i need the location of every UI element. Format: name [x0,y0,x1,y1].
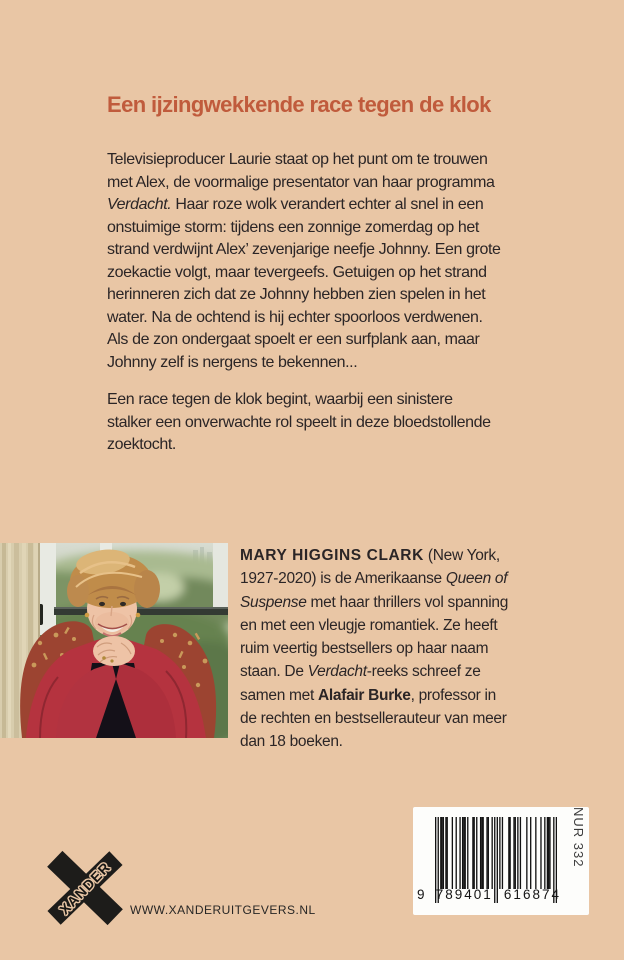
text-segment: met haar thrillers vol spanning [306,593,509,611]
isbn-group-1: 789401 [435,887,493,902]
text-line [107,389,557,412]
text-segment: Televisieproducer Laurie staat op het punt om te trouwen [107,151,488,168]
text-line [240,684,550,707]
text-line [240,591,550,614]
text-segment: water. Na de ochtend is hij echter spoorloos verdwenen. [107,308,483,326]
text-segment: , professor in [410,686,496,704]
text-line [240,637,550,660]
text-segment: onstuimige storm: tijdens een zonnige zomerdag op het [107,218,479,236]
text-segment: (New York, [423,547,500,564]
text-segment: Suspense [240,593,307,611]
logo-wordmark: XANDER [56,858,114,918]
blurb-paragraph-1 [107,149,557,374]
author-photo [0,543,228,738]
book-blurb [107,149,557,472]
text-segment: strand verdwijnt Alex’ zevenjarige neefje Johnny. Een grote [107,241,501,258]
isbn-first-digit: 9 [417,887,425,902]
text-line [107,149,557,172]
text-line [107,352,557,375]
publisher-website-link[interactable]: WWW.XANDERUITGEVERS.NL [130,903,316,917]
text-segment: Verdacht. [107,196,172,213]
text-line [107,307,557,330]
text-segment: samen met [240,686,318,704]
text-line [107,217,557,240]
text-segment: stalker een onverwachte rol speelt in deze bloedstollende [107,413,491,431]
nur-code-label: NUR 332 [571,807,586,868]
author-photo-illustration [0,543,228,738]
text-line [107,172,557,195]
text-segment: Johnny zelf is nergens te bekennen... [107,353,358,371]
text-line [240,660,550,683]
text-line [240,567,550,590]
text-segment: staan. De [240,663,308,681]
back-cover-heading: Een ijzingwekkende race tegen de klok [107,92,491,117]
blurb-paragraph-2 [107,389,557,457]
xander-logo [52,852,118,924]
text-segment: Haar roze wolk verandert echter al snel in een [171,196,484,213]
text-line [107,239,557,262]
text-segment: dan 18 boeken. [240,733,343,751]
text-line [240,614,550,637]
text-segment: -reeks schreef ze [366,663,481,681]
text-line [107,262,557,285]
text-segment: ruim veertig bestsellers op haar naam [240,640,489,658]
text-segment: Alafair Burke [317,686,411,704]
text-line [107,194,557,217]
isbn-number [417,887,561,902]
text-line [240,730,550,753]
barcode-panel [413,807,589,915]
text-line [107,329,557,352]
text-line [107,412,557,435]
text-segment: MARY HIGGINS CLARK [240,547,424,564]
text-segment: Een race tegen de klok begint, waarbij een sinistere [107,391,453,408]
text-segment: zoekactie volgt, maar tevergeefs. Getuigen op het strand [107,263,487,281]
text-line [107,284,557,307]
text-segment: Als de zon ondergaat spoelt er een surfplank aan, maar [107,331,480,348]
text-segment: zoektocht. [107,436,176,453]
text-segment: Verdacht [307,663,367,681]
text-segment: en met een vleugje romantiek. Ze heeft [240,616,498,634]
text-line [107,434,557,457]
text-line [240,544,550,567]
text-segment: de rechten en bestsellerauteur van meer [240,710,507,728]
isbn-group-2: 616874 [503,887,561,902]
text-segment: 1927-2020) is de Amerikaanse [240,570,446,588]
author-bio [240,544,550,754]
text-segment: Queen of [445,570,508,588]
text-line [240,707,550,730]
text-segment: met Alex, de voormalige presentator van haar programma [107,173,495,191]
text-segment: herinneren zich dat ze Johnny hebben zien spelen in het [107,286,486,303]
